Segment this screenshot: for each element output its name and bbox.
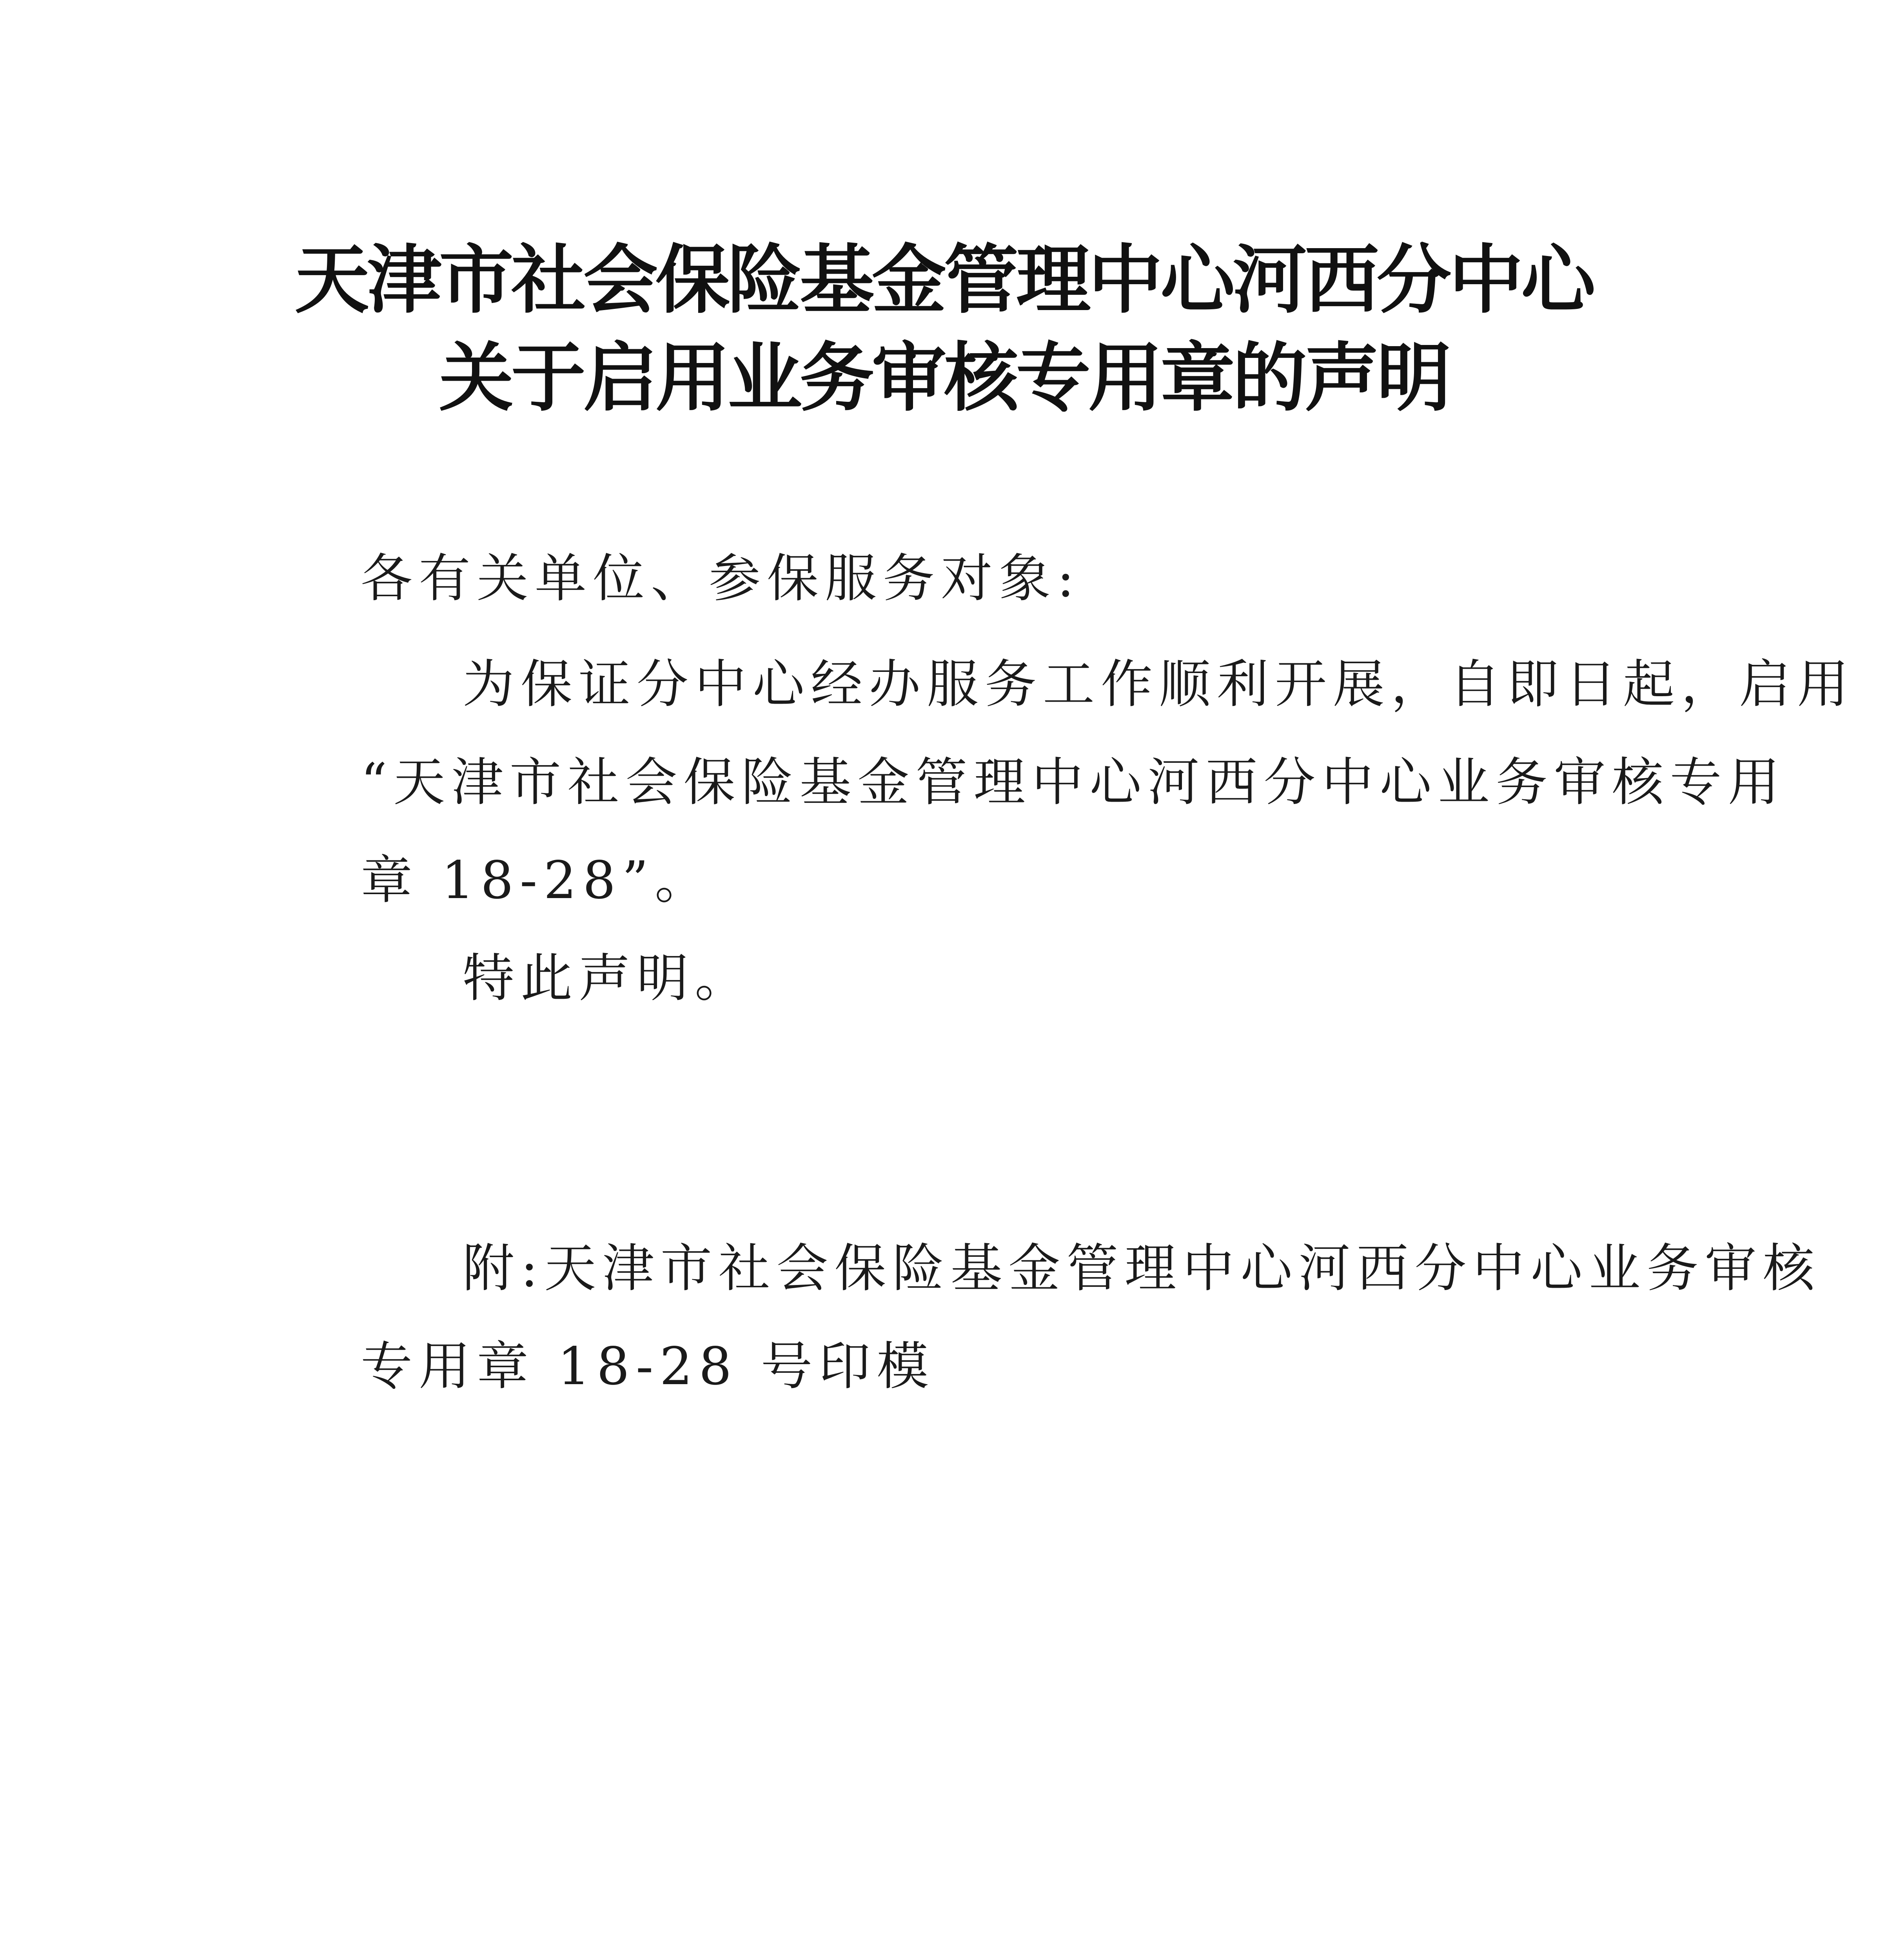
body-line-1: 为保证分中心经办服务工作顺利开展，自即日起，启用	[463, 654, 1855, 715]
body-line-3: 章 18-28”。	[361, 850, 713, 911]
document-title-line-2: 关于启用业务审核专用章的声明	[439, 335, 1449, 421]
document-title-line-1: 天津市社会保险基金管理中心河西分中心	[294, 237, 1593, 323]
attachment-line-1: 附:天津市社会保险基金管理中心河西分中心业务审核	[463, 1238, 1821, 1299]
salutation: 各有关单位、参保服务对象:	[361, 548, 1081, 609]
closing-statement: 特此声明。	[463, 948, 753, 1009]
attachment-line-2: 专用章 18-28 号印模	[361, 1336, 935, 1397]
body-line-2: “天津市社会保险基金管理中心河西分中心业务审核专用	[361, 752, 1786, 813]
